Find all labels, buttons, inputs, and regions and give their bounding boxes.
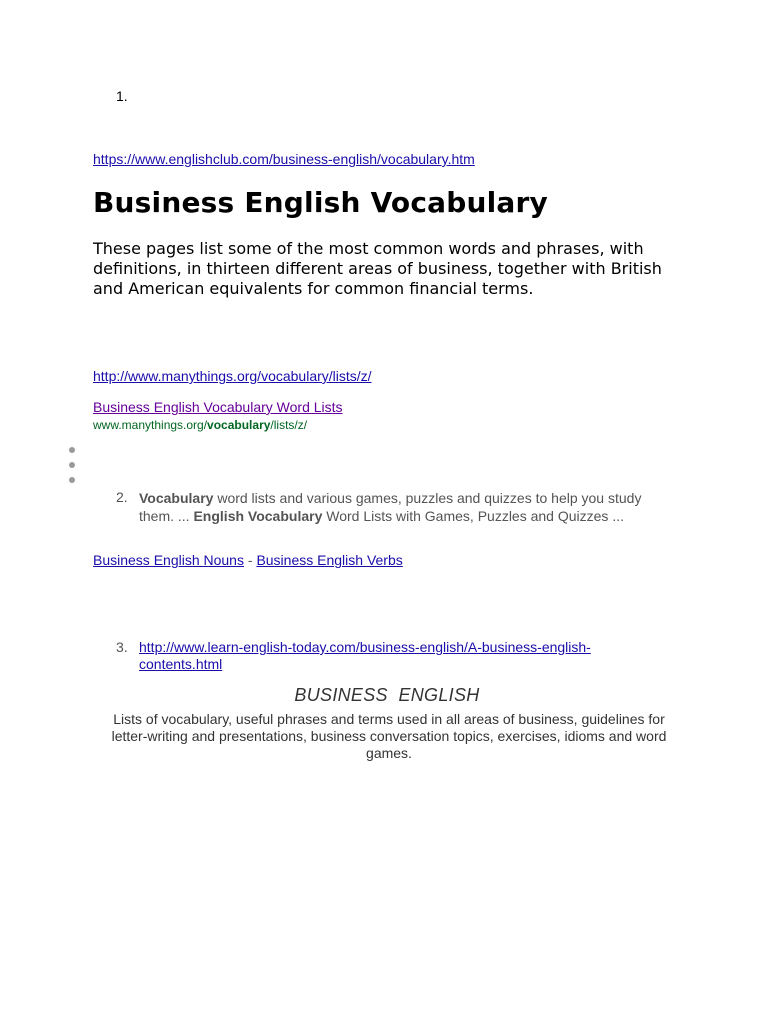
cite-keyword: vocabulary — [207, 418, 271, 432]
result-snippet — [139, 489, 669, 525]
snippet-bold-1: Vocabulary — [139, 490, 214, 506]
bullet-dot — [69, 462, 75, 468]
englishclub-link[interactable]: https://www.englishclub.com/business-english/vocabulary.htm — [93, 151, 475, 167]
list-number-3: 3. — [116, 639, 128, 655]
intro-paragraph: These pages list some of the most common words and phrases, with definitions, in thirteen different areas of business, together with British and American equivalents for common financial terms. — [93, 239, 662, 298]
snippet-bold-2: English Vocabulary — [193, 508, 323, 524]
snippet-text-2: Word Lists with Games, Puzzles and Quizzes ... — [322, 508, 624, 524]
learn-english-today-link[interactable]: http://www.learn-english-today.com/business-english/A-business-english-contents.html — [139, 639, 591, 672]
section-description: Lists of vocabulary, useful phrases and terms used in all areas of business, guidelines for letter-writing and presentations, business conversation topics, exercises, idioms and word games. — [111, 711, 667, 761]
cite-path: /lists/z/ — [270, 418, 308, 432]
business-english-verbs-link[interactable]: Business English Verbs — [256, 552, 403, 568]
list-number-2: 2. — [116, 489, 128, 505]
sitelinks — [93, 552, 403, 568]
snippet-text-1: word lists and various games, puzzles and quizzes to help you study them. ... — [139, 490, 642, 524]
search-result-title[interactable]: Business English Vocabulary Word Lists — [93, 399, 343, 415]
search-result-cite — [93, 418, 307, 432]
manythings-link[interactable]: http://www.manythings.org/vocabulary/lists/z/ — [93, 368, 372, 384]
business-english-nouns-link[interactable]: Business English Nouns — [93, 552, 244, 568]
bullet-dot — [69, 447, 75, 453]
list-number-1: 1. — [116, 88, 128, 104]
bullet-list — [69, 447, 75, 492]
page-title: Business English Vocabulary — [93, 186, 548, 219]
section-title: BUSINESS ENGLISH — [294, 685, 480, 705]
cite-domain: www.manythings.org/ — [93, 418, 208, 432]
link-separator: - — [243, 552, 257, 568]
bullet-dot — [69, 477, 75, 483]
